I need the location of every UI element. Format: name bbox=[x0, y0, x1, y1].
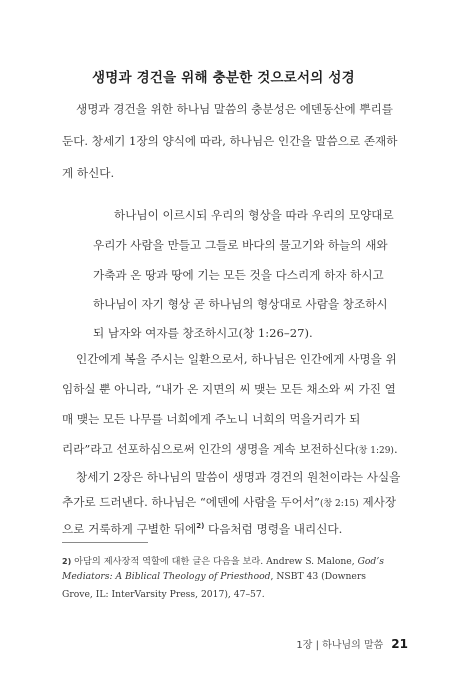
footnote-book-title: Mediators: A Biblical Theology of Priesthood bbox=[62, 571, 271, 582]
text-line: 둔다. 창세기 1장의 양식에 따라, 하나님은 인간을 말씀으로 존재하 bbox=[62, 134, 398, 148]
scripture-citation: (창 2:15) bbox=[319, 499, 359, 509]
quote-line: 되 남자와 여자를 창조하시고(창 1:26–27). bbox=[93, 326, 313, 340]
footnote-line bbox=[62, 571, 366, 582]
text-run: 리라”라고 선포하심으로써 인간의 생명을 계속 보전하신다 bbox=[62, 442, 356, 456]
quote-line: 하나님이 이르시되 우리의 형상을 따라 우리의 모양대로 bbox=[114, 208, 394, 222]
scripture-citation: (창 1:29) bbox=[355, 446, 394, 456]
text-run: . bbox=[393, 442, 398, 456]
footnote-line: Grove, IL: InterVarsity Press, 2017), 47–57. bbox=[62, 589, 265, 600]
footnote-text: , NSBT 43 (Downers bbox=[270, 571, 366, 582]
page-number: 21 bbox=[391, 637, 408, 651]
text-line: 임하실 뿐 아니라, “내가 온 지면의 씨 맺는 모든 채소와 씨 가진 열 bbox=[62, 382, 396, 396]
text-line: 생명과 경건을 위한 하나님 말씀의 충분성은 에덴동산에 뿌리를 bbox=[76, 102, 393, 116]
text-run: 추가로 드러낸다. 하나님은 “에덴에 사람을 두어서” bbox=[62, 495, 320, 509]
text-line bbox=[62, 523, 342, 536]
footnote-reference[interactable]: 2) bbox=[196, 522, 205, 530]
text-line bbox=[62, 444, 398, 456]
text-run: 다음처럼 명령을 내리신다. bbox=[204, 522, 343, 536]
text-run: 제사장 bbox=[358, 495, 397, 509]
footnote-divider bbox=[62, 542, 148, 543]
text-line: 게 하신다. bbox=[62, 166, 115, 180]
footnote-line bbox=[62, 553, 384, 567]
running-footer-chapter: 1장 | 하나님의 말씀 bbox=[296, 640, 384, 651]
text-line: 매 맺는 모든 나무를 너희에게 주노니 너희의 먹을거리가 되 bbox=[62, 412, 361, 426]
text-line: 창세기 2장은 하나님의 말씀이 생명과 경건의 원천이라는 사실을 bbox=[76, 470, 401, 484]
text-line bbox=[62, 497, 396, 509]
page-footer bbox=[296, 633, 408, 652]
section-heading: 생명과 경건을 위해 충분한 것으로서의 성경 bbox=[92, 70, 355, 86]
quote-line: 하나님이 자기 형상 곧 하나님의 형상대로 사람을 창조하시 bbox=[93, 297, 388, 311]
footnote-book-title: God’s bbox=[357, 556, 384, 567]
footnote-number: 2) bbox=[62, 557, 72, 566]
footnote-text: 아담의 제사장적 역할에 대한 글은 다음을 보라. Andrew S. Malone, bbox=[74, 556, 358, 567]
text-line: 인간에게 복을 주시는 일환으로서, 하나님은 인간에게 사명을 위 bbox=[76, 352, 397, 366]
quote-line: 가축과 온 땅과 땅에 기는 모든 것을 다스리게 하자 하시고 bbox=[93, 268, 384, 282]
text-run: 으로 거룩하게 구별한 뒤에 bbox=[62, 522, 197, 536]
quote-line: 우리가 사람을 만들고 그들로 바다의 물고기와 하늘의 새와 bbox=[93, 238, 388, 252]
